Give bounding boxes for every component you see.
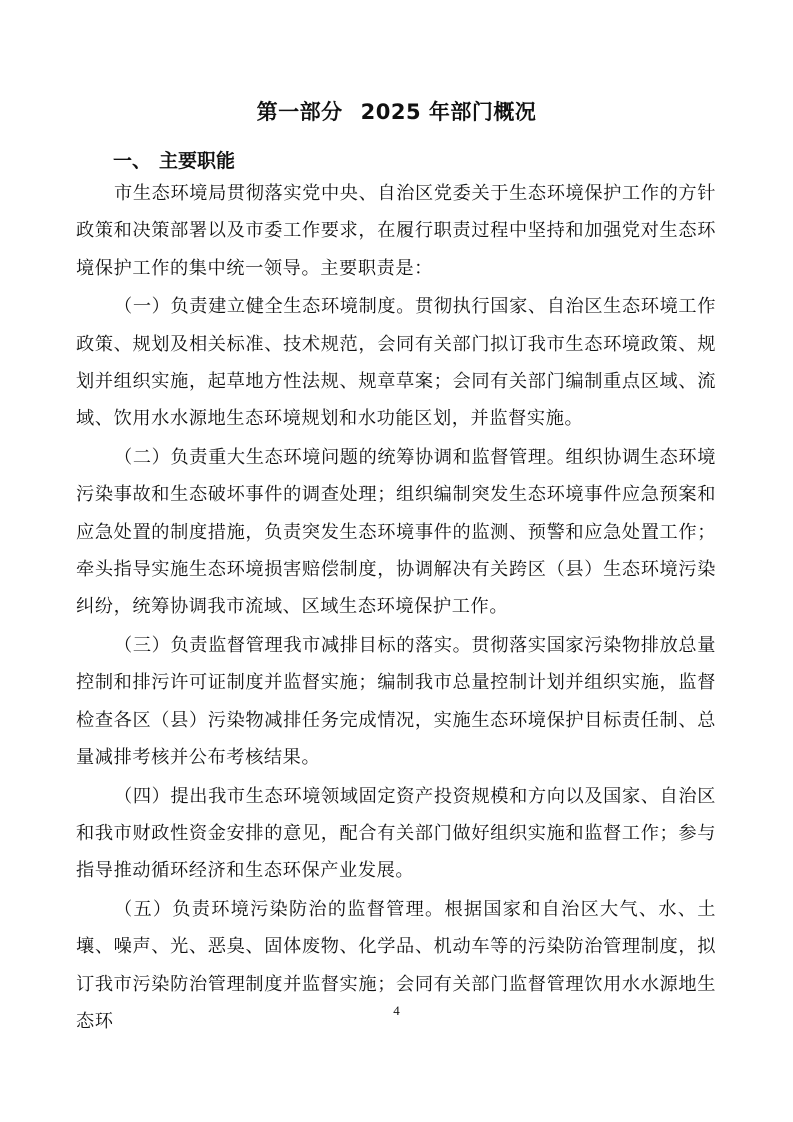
page-title — [0, 96, 793, 126]
title-part: 第一部分 — [256, 100, 343, 124]
paragraph-duty-4: （四）提出我市生态环境领域固定资产投资规模和方向以及国家、自治区和我市财政性资金安排的意见，配合有关部门做好组织实施和监督工作；参与指导推动循环经济和生态环保产业发展。 — [76, 785, 716, 882]
title-text: 2025 年部门概况 — [360, 100, 537, 124]
section-heading — [113, 146, 235, 173]
paragraph-duty-2: （二）负责重大生态环境问题的统筹协调和监督管理。组织协调生态环境污染事故和生态破坏事件的调查处理；组织编制突发生态环境事件应急预案和应急处置的制度措施，负责突发生态环境事件的监测、预警和应急处置工作；牵头指导实施生态环境损害赔偿制度，协调解决有关跨区（县）生态环境污染纠纷，统筹协调我市流域、区域生态环境保护工作。 — [76, 446, 716, 618]
body-text — [76, 175, 716, 1040]
section-number: 一、 — [113, 150, 152, 172]
paragraph-duty-1: （一）负责建立健全生态环境制度。贯彻执行国家、自治区生态环境工作政策、规划及相关标准、技术规范，会同有关部门拟订我市生态环境政策、规划并组织实施，起草地方性法规、规章草案；会同有关部门编制重点区域、流域、饮用水水源地生态环境规划和水功能区划，并监督实施。 — [76, 296, 716, 430]
paragraph-intro: 市生态环境局贯彻落实党中央、自治区党委关于生态环境保护工作的方针政策和决策部署以及市委工作要求，在履行职责过程中坚持和加强党对生态环境保护工作的集中统一领导。主要职责是： — [76, 183, 716, 279]
section-heading-text: 主要职能 — [159, 150, 236, 172]
page-number: 4 — [393, 1003, 400, 1018]
paragraph-duty-5: （五）负责环境污染防治的监督管理。根据国家和自治区大气、水、土壤、噪声、光、恶臭、固体废物、化学品、机动车等的污染防治管理制度，拟订我市污染防治管理制度并监督实施；会同有关部门监督管理饮用水水源地生态环 — [76, 898, 716, 1032]
paragraph-duty-3: （三）负责监督管理我市减排目标的落实。贯彻落实国家污染物排放总量控制和排污许可证制度并监督实施；编制我市总量控制计划并组织实施，监督检查各区（县）污染物减排任务完成情况，实施生态环境保护目标责任制、总量减排考核并公布考核结果。 — [76, 634, 716, 769]
